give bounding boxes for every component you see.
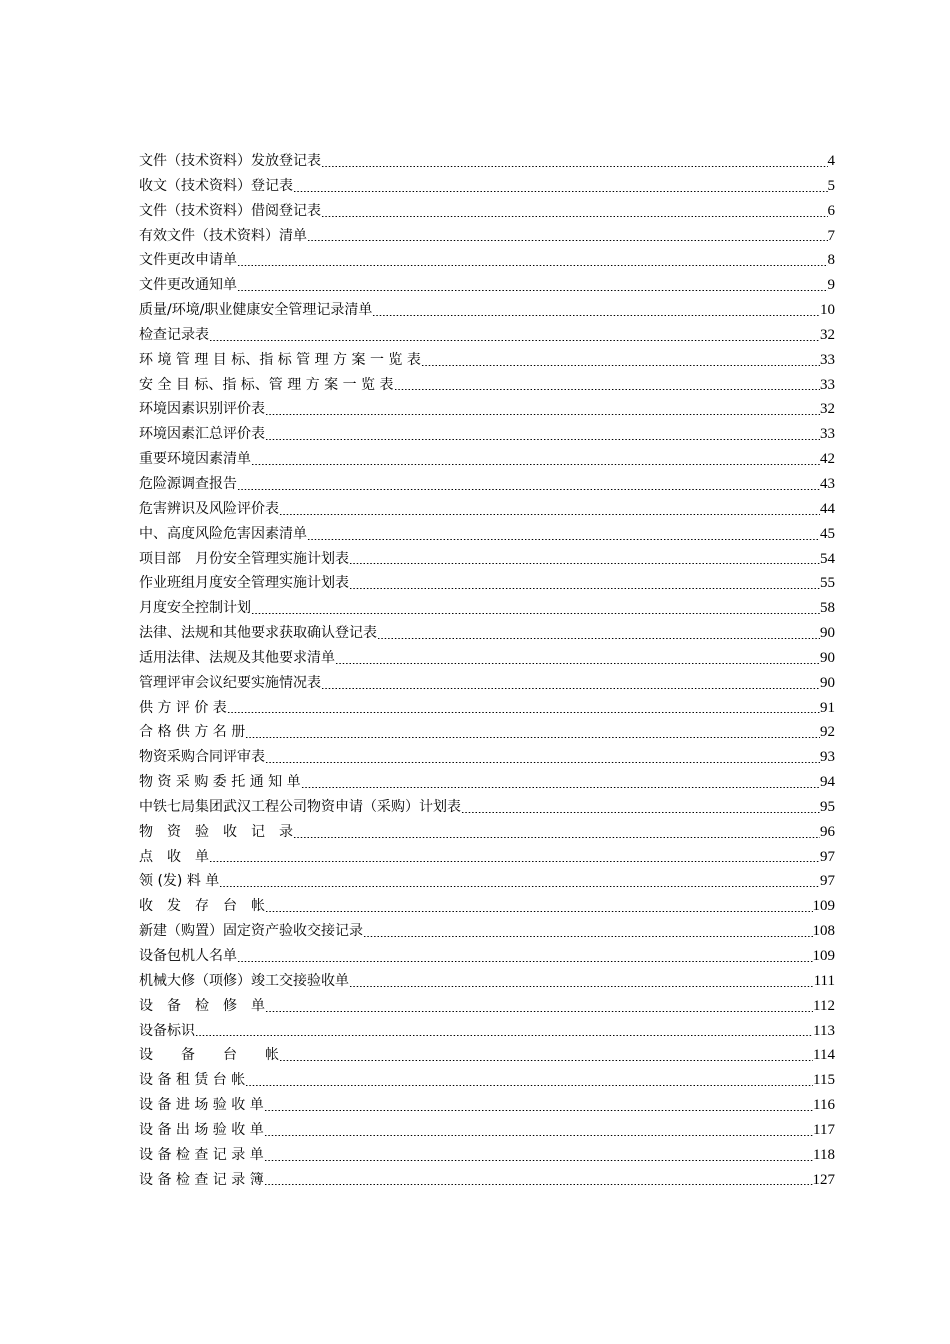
toc-entry-page-number: 111	[813, 972, 835, 989]
toc-entry-title: 环境因素汇总评价表	[139, 426, 265, 443]
toc-entry[interactable]	[139, 348, 835, 373]
toc-entry[interactable]	[139, 472, 835, 497]
toc-entry-title: 重要环境因素清单	[139, 451, 251, 468]
toc-dot-leader	[245, 725, 820, 739]
table-of-contents	[139, 149, 835, 1192]
toc-dot-leader	[264, 1123, 813, 1137]
toc-entry[interactable]	[139, 547, 835, 572]
toc-entry[interactable]	[139, 820, 835, 845]
toc-dot-leader	[349, 974, 814, 988]
toc-entry-title: 中铁七局集团武汉工程公司物资申请（采购）计划表	[139, 798, 461, 815]
toc-entry[interactable]	[139, 1143, 835, 1168]
toc-entry[interactable]	[139, 298, 835, 323]
toc-entry-title: 危害辨识及风险评价表	[139, 500, 279, 517]
toc-entry-title: 有效文件（技术资料）清单	[139, 227, 307, 244]
toc-entry[interactable]	[139, 1068, 835, 1093]
toc-entry-page-number: 92	[820, 724, 835, 741]
toc-entry-page-number: 108	[812, 923, 835, 940]
toc-entry-page-number: 32	[820, 401, 835, 418]
toc-entry[interactable]	[139, 770, 835, 795]
toc-entry[interactable]	[139, 894, 835, 919]
toc-entry[interactable]	[139, 1019, 835, 1044]
toc-entry-title: 月度安全控制计划	[139, 600, 251, 617]
toc-entry[interactable]	[139, 1043, 835, 1068]
toc-entry[interactable]	[139, 596, 835, 621]
toc-entry-title: 收 发 存 台 帐	[139, 898, 265, 915]
toc-dot-leader	[349, 576, 820, 590]
toc-entry[interactable]	[139, 745, 835, 770]
toc-entry-page-number: 127	[812, 1171, 835, 1188]
toc-entry[interactable]	[139, 646, 835, 671]
toc-dot-leader	[372, 303, 820, 317]
toc-entry-title: 收文（技术资料）登记表	[139, 177, 293, 194]
toc-entry-title: 设 备 检 修 单	[139, 997, 265, 1014]
toc-entry-page-number: 116	[813, 1097, 835, 1114]
toc-entry-page-number: 32	[820, 326, 835, 343]
toc-entry[interactable]	[139, 621, 835, 646]
toc-entry-title: 环 境 管 理 目 标、指 标 管 理 方 案 一 览 表	[139, 351, 421, 368]
toc-dot-leader	[307, 527, 820, 541]
toc-dot-leader	[279, 502, 820, 516]
toc-dot-leader	[265, 899, 813, 913]
toc-entry-page-number: 55	[820, 575, 835, 592]
toc-entry[interactable]	[139, 224, 835, 249]
toc-dot-leader	[251, 452, 820, 466]
toc-entry-title: 适用法律、法规及其他要求清单	[139, 649, 335, 666]
toc-dot-leader	[237, 949, 813, 963]
toc-entry-page-number: 6	[827, 202, 835, 219]
toc-entry-page-number: 91	[820, 699, 835, 716]
toc-entry[interactable]	[139, 944, 835, 969]
toc-entry-page-number: 58	[820, 600, 835, 617]
toc-entry[interactable]	[139, 174, 835, 199]
toc-dot-leader	[349, 551, 820, 565]
toc-entry-title: 文件（技术资料）借阅登记表	[139, 202, 321, 219]
toc-entry-page-number: 42	[820, 451, 835, 468]
toc-dot-leader	[245, 1073, 813, 1087]
toc-entry-title: 供 方 评 价 表	[139, 699, 227, 716]
toc-entry-title: 机械大修（项修）竣工交接验收单	[139, 972, 349, 989]
toc-entry-page-number: 90	[820, 649, 835, 666]
toc-entry-title: 设备标识	[139, 1022, 195, 1039]
toc-entry[interactable]	[139, 522, 835, 547]
toc-dot-leader	[265, 427, 820, 441]
toc-dot-leader	[227, 700, 820, 714]
toc-entry-page-number: 115	[813, 1072, 835, 1089]
toc-entry[interactable]	[139, 447, 835, 472]
toc-entry-page-number: 10	[820, 302, 835, 319]
toc-dot-leader	[279, 1048, 813, 1062]
toc-dot-leader	[219, 874, 820, 888]
toc-entry[interactable]	[139, 273, 835, 298]
toc-entry[interactable]	[139, 1118, 835, 1143]
toc-dot-leader	[377, 626, 820, 640]
toc-entry[interactable]	[139, 1168, 835, 1193]
toc-entry[interactable]	[139, 323, 835, 348]
toc-entry-page-number: 97	[820, 848, 835, 865]
toc-entry-page-number: 95	[820, 798, 835, 815]
toc-entry-page-number: 43	[820, 475, 835, 492]
toc-dot-leader	[265, 750, 820, 764]
toc-entry-page-number: 90	[820, 674, 835, 691]
toc-entry[interactable]	[139, 795, 835, 820]
toc-entry-page-number: 109	[812, 948, 835, 964]
toc-entry-page-number: 9	[827, 277, 835, 294]
toc-entry-title: 点 收 单	[139, 848, 209, 865]
toc-dot-leader	[321, 676, 820, 690]
toc-dot-leader	[264, 1098, 813, 1112]
toc-entry-page-number: 7	[827, 227, 835, 244]
toc-dot-leader	[293, 179, 828, 193]
toc-dot-leader	[394, 377, 820, 391]
toc-entry-page-number: 54	[820, 550, 835, 567]
toc-entry-page-number: 97	[820, 873, 835, 890]
toc-dot-leader	[421, 353, 820, 367]
toc-dot-leader	[209, 849, 820, 863]
toc-entry[interactable]	[139, 422, 835, 447]
toc-entry[interactable]	[139, 199, 835, 224]
toc-entry[interactable]	[139, 720, 835, 745]
toc-entry-page-number: 8	[827, 252, 835, 269]
toc-entry[interactable]	[139, 497, 835, 522]
toc-entry-page-number: 33	[820, 376, 835, 393]
toc-entry-page-number: 118	[813, 1146, 835, 1163]
toc-entry-title: 领 (发) 料 单	[139, 873, 220, 890]
toc-entry-page-number: 114	[813, 1047, 835, 1064]
toc-entry-title: 中、高度风险危害因素清单	[139, 525, 307, 542]
toc-entry-page-number: 33	[820, 426, 835, 443]
toc-dot-leader	[335, 651, 820, 665]
toc-entry-page-number: 5	[827, 177, 835, 194]
toc-dot-leader	[321, 204, 828, 218]
toc-entry[interactable]	[139, 845, 835, 870]
toc-entry-title: 物 资 采 购 委 托 通 知 单	[139, 774, 301, 791]
toc-entry-title: 文件（技术资料）发放登记表	[139, 153, 321, 169]
toc-dot-leader	[461, 800, 820, 814]
toc-dot-leader	[264, 1148, 813, 1162]
toc-entry-title: 文件更改申请单	[139, 252, 237, 269]
toc-entry-title: 设 备 出 场 验 收 单	[139, 1121, 264, 1138]
toc-entry-title: 物 资 验 收 记 录	[139, 823, 293, 840]
toc-entry[interactable]	[139, 696, 835, 721]
toc-entry-title: 设 备 进 场 验 收 单	[139, 1097, 264, 1114]
toc-entry-page-number: 4	[827, 153, 835, 169]
toc-entry[interactable]	[139, 397, 835, 422]
toc-entry-title: 法律、法规和其他要求获取确认登记表	[139, 625, 377, 642]
toc-entry-title: 环境因素识别评价表	[139, 401, 265, 418]
toc-entry-title: 质量/环境/职业健康安全管理记录清单	[139, 302, 373, 319]
toc-entry[interactable]	[139, 571, 835, 596]
toc-entry[interactable]	[139, 373, 835, 398]
toc-dot-leader	[264, 1172, 813, 1186]
toc-dot-leader	[293, 825, 820, 839]
toc-entry-page-number: 113	[813, 1022, 835, 1039]
toc-dot-leader	[237, 278, 828, 292]
toc-dot-leader	[237, 477, 820, 491]
toc-entry[interactable]	[139, 969, 835, 994]
toc-entry-title: 合 格 供 方 名 册	[139, 724, 246, 741]
toc-entry-title: 新建（购置）固定资产验收交接记录	[139, 923, 363, 940]
toc-entry-title: 设备包机人名单	[139, 948, 237, 964]
toc-entry[interactable]	[139, 1093, 835, 1118]
toc-dot-leader	[321, 154, 828, 168]
toc-entry-page-number: 96	[820, 823, 835, 840]
toc-entry-title: 危险源调查报告	[139, 475, 237, 492]
toc-entry[interactable]	[139, 994, 835, 1019]
toc-entry-page-number: 112	[813, 997, 835, 1014]
toc-dot-leader	[301, 775, 820, 789]
toc-entry-title: 物资采购合同评审表	[139, 749, 265, 766]
toc-entry-page-number: 44	[820, 500, 835, 517]
toc-entry[interactable]	[139, 869, 835, 894]
toc-entry-title: 设 备 检 查 记 录 单	[139, 1146, 264, 1163]
toc-entry-page-number: 45	[820, 525, 835, 542]
toc-entry-page-number: 109	[812, 898, 835, 915]
toc-dot-leader	[251, 601, 820, 615]
toc-entry-title: 设 备 台 帐	[139, 1047, 279, 1064]
toc-entry-page-number: 93	[820, 749, 835, 766]
toc-entry[interactable]	[139, 919, 835, 944]
toc-dot-leader	[307, 228, 828, 242]
toc-dot-leader	[363, 924, 813, 938]
toc-entry-title: 设 备 租 赁 台 帐	[139, 1072, 246, 1089]
toc-dot-leader	[265, 999, 813, 1013]
toc-entry-page-number: 90	[820, 625, 835, 642]
toc-entry[interactable]	[139, 248, 835, 273]
toc-dot-leader	[195, 1023, 813, 1037]
toc-entry-title: 作业班组月度安全管理实施计划表	[139, 575, 349, 592]
toc-entry-title: 检查记录表	[139, 326, 209, 343]
toc-dot-leader	[265, 402, 820, 416]
toc-entry-title: 文件更改通知单	[139, 277, 237, 294]
toc-entry-title: 管理评审会议纪要实施情况表	[139, 674, 321, 691]
toc-dot-leader	[209, 328, 820, 342]
toc-entry-title: 安 全 目 标、指 标、管 理 方 案 一 览 表	[139, 376, 394, 393]
toc-entry[interactable]	[139, 149, 835, 174]
toc-entry[interactable]	[139, 671, 835, 696]
toc-entry-page-number: 94	[820, 774, 835, 791]
toc-entry-page-number: 117	[813, 1121, 835, 1138]
toc-entry-page-number: 33	[820, 351, 835, 368]
toc-entry-title: 设 备 检 查 记 录 簿	[139, 1171, 264, 1188]
toc-entry-title: 项目部 月份安全管理实施计划表	[139, 550, 349, 567]
toc-dot-leader	[237, 253, 828, 267]
